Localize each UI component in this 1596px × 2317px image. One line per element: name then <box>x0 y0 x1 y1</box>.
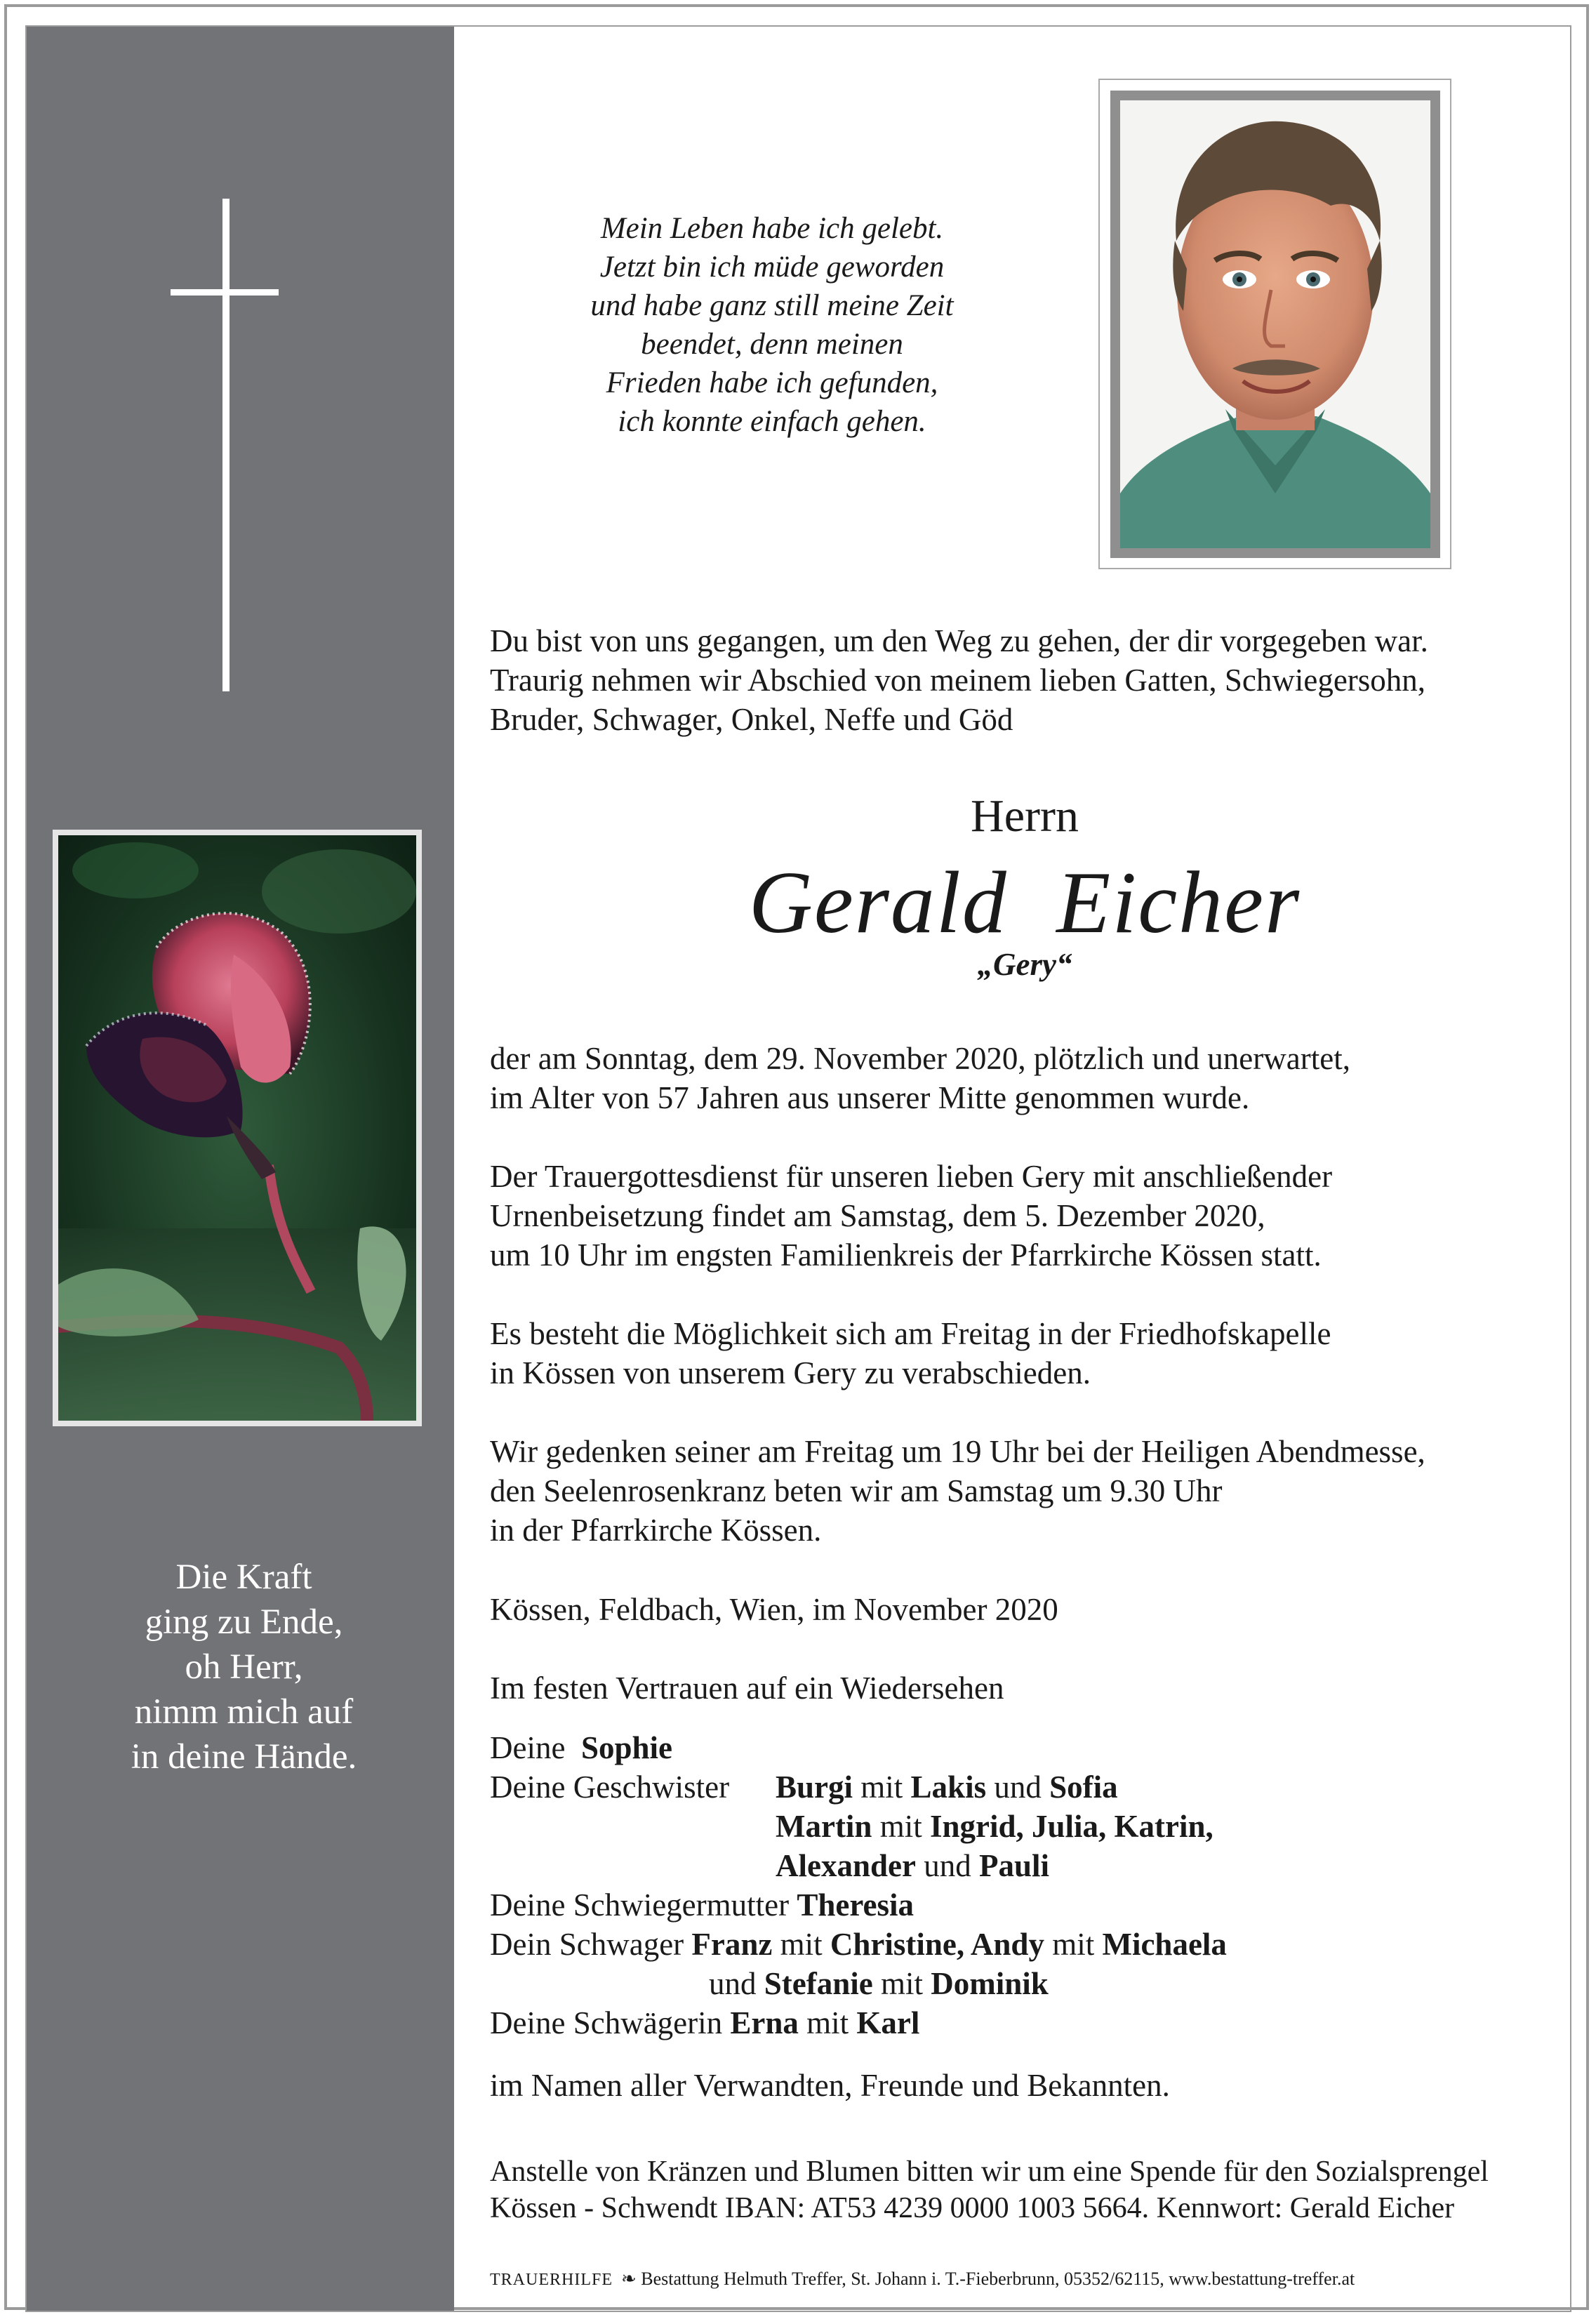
family-name: Alexander <box>776 1848 916 1883</box>
service-paragraph <box>490 1157 1332 1275</box>
sidebar-quote-line: oh Herr, <box>185 1647 303 1687</box>
footer-brand: TRAUERHILFE <box>490 2271 613 2289</box>
footer-text: Bestattung Helmuth Treffer, St. Johann i. T.-Fieberbrunn, 05352/62115, www.bestattung-treffer.at <box>641 2269 1355 2289</box>
paragraph-line: Es besteht die Möglichkeit sich am Freitag in der Friedhofskapelle <box>490 1316 1331 1351</box>
family-name: Christine, Andy <box>830 1927 1044 1962</box>
family-name: Sofia <box>1049 1770 1118 1805</box>
family-connector: mit <box>1044 1927 1103 1962</box>
top-quote-line: ich konnte einfach gehen. <box>618 405 926 438</box>
rose-image <box>58 835 416 1421</box>
donation-line: Kössen - Schwendt IBAN: AT53 4239 0000 1003 5664. Kennwort: Gerald Eicher <box>490 2192 1455 2224</box>
cross-icon <box>222 199 230 691</box>
deceased-name: Gerald Eicher <box>748 854 1301 952</box>
paragraph-line: der am Sonntag, dem 29. November 2020, plötzlich und unerwartet, <box>490 1041 1350 1076</box>
brother-in-law-row <box>490 1925 1227 1964</box>
family-name: Karl <box>856 2005 920 2040</box>
siblings-row <box>776 1767 1213 1807</box>
farewell-paragraph <box>490 1314 1331 1393</box>
family-connector: Deine Schwägerin <box>490 2005 731 2040</box>
donation-paragraph <box>490 2153 1489 2226</box>
donation-line: Anstelle von Kränzen und Blumen bitten wir um eine Spende für den Sozialsprengel <box>490 2156 1489 2188</box>
siblings-row <box>776 1846 1213 1885</box>
family-name: Martin <box>776 1809 872 1844</box>
family-connector: und <box>986 1770 1050 1805</box>
paragraph-line: Wir gedenken seiner am Freitag um 19 Uhr bei der Heiligen Abendmesse, <box>490 1434 1425 1469</box>
family-connector: mit <box>798 2005 857 2040</box>
intro-line: Traurig nehmen wir Abschied von meinem lieben Gatten, Schwiegersohn, <box>490 663 1426 698</box>
family-connector: mit <box>772 1927 830 1962</box>
siblings-row <box>776 1807 1213 1846</box>
footer-leaf-icon: ❧ <box>621 2269 637 2289</box>
family-sister-in-law <box>490 2003 919 2043</box>
rose-image-frame <box>53 830 422 1426</box>
family-name: Ingrid, Julia, Katrin, <box>929 1809 1213 1844</box>
paragraph-line: um 10 Uhr im engsten Familienkreis der Pfarrkirche Kössen statt. <box>490 1237 1322 1273</box>
family-siblings <box>776 1767 1213 1885</box>
family-name: Burgi <box>776 1770 853 1805</box>
family-label: Deine Schwiegermutter <box>490 1887 797 1923</box>
footer <box>490 2269 1355 2290</box>
closing-text: im Namen aller Verwandten, Freunde und Bekannten. <box>490 2068 1170 2103</box>
mass-paragraph <box>490 1432 1425 1550</box>
family-name: Stefanie <box>764 1966 873 2001</box>
family-siblings-label <box>490 1767 729 1807</box>
intro-text <box>490 621 1428 739</box>
sidebar-quote-line: ging zu Ende, <box>145 1602 343 1642</box>
family-connector: und <box>709 1966 764 2001</box>
place-date <box>490 1590 1058 1629</box>
sister-in-law-row <box>490 2003 919 2043</box>
place-date-line: Kössen, Feldbach, Wien, im November 2020 <box>490 1592 1058 1627</box>
nickname: „Gery“ <box>977 947 1072 982</box>
paragraph-line: Urnenbeisetzung findet am Samstag, dem 5. Dezember 2020, <box>490 1198 1265 1233</box>
trust-line <box>490 1668 1004 1708</box>
sidebar-quote-line: in deine Hände. <box>131 1737 357 1777</box>
family-name: Lakis <box>910 1770 987 1805</box>
top-quote-line: Frieden habe ich gefunden, <box>606 366 938 399</box>
cross-icon-bar <box>171 289 279 296</box>
trust-text: Im festen Vertrauen auf ein Wiedersehen <box>490 1671 1004 1706</box>
sidebar-quote-line: Die Kraft <box>175 1558 312 1597</box>
top-quote-line: Jetzt bin ich müde geworden <box>599 251 945 284</box>
paragraph-line: in Kössen von unserem Gery zu verabschieden. <box>490 1355 1091 1390</box>
closing-line <box>490 2066 1170 2105</box>
family-wife <box>490 1728 672 1767</box>
paragraph-line: in der Pfarrkirche Kössen. <box>490 1513 822 1548</box>
salutation: Herrn <box>971 790 1079 842</box>
family-brother-in-law <box>490 1925 1227 1964</box>
intro-line: Du bist von uns gegangen, um den Weg zu gehen, der dir vorgegeben war. <box>490 623 1428 658</box>
family-label: Deine <box>490 1730 566 1765</box>
family-mother-in-law <box>490 1885 914 1925</box>
paragraph-line: Der Trauergottesdienst für unseren lieben Gery mit anschließender <box>490 1159 1333 1194</box>
family-connector: mit <box>872 1966 931 2001</box>
family-brother-in-law-cont <box>709 1964 1049 2003</box>
family-connector: und <box>915 1848 979 1883</box>
family-name: Sophie <box>580 1730 673 1765</box>
death-paragraph <box>490 1039 1350 1117</box>
family-name: Michaela <box>1102 1927 1227 1962</box>
paragraph-line: im Alter von 57 Jahren aus unserer Mitte genommen wurde. <box>490 1080 1250 1115</box>
family-connector: mit <box>853 1770 911 1805</box>
family-name: Pauli <box>978 1848 1050 1883</box>
top-quote-line: beendet, denn meinen <box>641 328 903 361</box>
sidebar-quote <box>84 1555 404 1779</box>
family-name: Franz <box>691 1927 773 1962</box>
family-connector: Dein Schwager <box>490 1927 692 1962</box>
family-name: Erna <box>730 2005 799 2040</box>
portrait-photo <box>1120 100 1430 548</box>
family-name: Dominik <box>931 1966 1049 2001</box>
top-quote-line: und habe ganz still meine Zeit <box>590 289 954 322</box>
top-quote-line: Mein Leben habe ich gelebt. <box>600 212 944 245</box>
portrait-mat <box>1110 91 1440 558</box>
brother-in-law-row <box>709 1964 1049 2003</box>
family-label: Deine Geschwister <box>490 1770 730 1805</box>
intro-line: Bruder, Schwager, Onkel, Neffe und Göd <box>490 702 1013 737</box>
sidebar-quote-line: nimm mich auf <box>134 1692 354 1732</box>
paragraph-line: den Seelenrosenkranz beten wir am Samstag um 9.30 Uhr <box>490 1473 1223 1508</box>
family-connector: mit <box>872 1809 930 1844</box>
top-quote <box>533 209 1011 441</box>
family-name: Theresia <box>797 1887 915 1923</box>
